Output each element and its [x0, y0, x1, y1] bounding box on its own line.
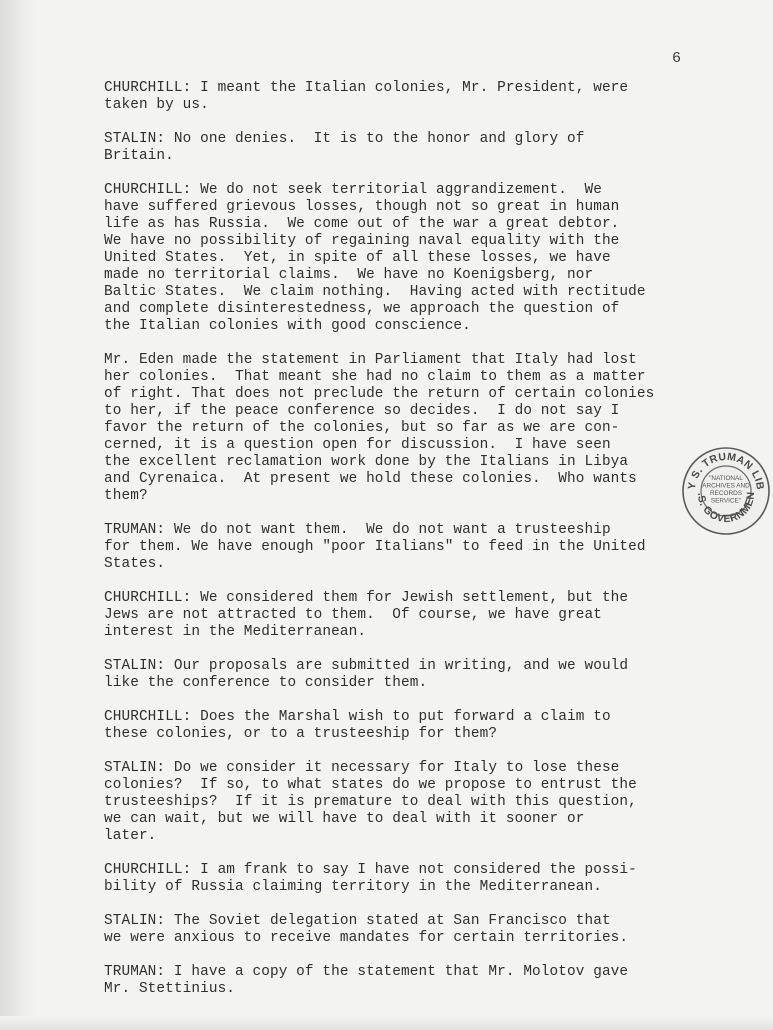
paragraph-p12 [104, 964, 714, 998]
text-line: made no territorial claims. We have no Koenigsberg, nor [104, 267, 594, 283]
page-number: 6 [672, 50, 682, 67]
stamp-inner-line: "NATIONAL [709, 475, 743, 482]
stamp-inner-line: ARCHIVES AND [702, 482, 750, 490]
text-line: STALIN: The Soviet delegation stated at San Francisco that [104, 913, 611, 929]
text-line: Mr. Eden made the statement in Parliament that Italy had lost [104, 352, 637, 368]
paragraph-p11 [104, 913, 714, 947]
paragraph-p5 [104, 522, 714, 573]
text-line: Baltic States. We claim nothing. Having acted with rectitude [104, 284, 646, 300]
text-line: them? [104, 488, 148, 504]
text-line: and Cyrenaica. At present we hold these colonies. Who wants [104, 471, 637, 487]
text-line: interest in the Mediterranean. [104, 624, 367, 640]
text-line: United States. Yet, in spite of all these losses, we have [104, 250, 611, 266]
text-line: have suffered grievous losses, though not so great in human [104, 199, 620, 215]
text-line: Mr. Stettinius. [104, 981, 236, 997]
text-line: her colonies. That meant she had no claim to them as a matter [104, 369, 646, 385]
text-line: STALIN: No one denies. It is to the honor and glory of [104, 131, 585, 147]
paragraph-p2 [104, 131, 714, 165]
paragraph-p9 [104, 760, 714, 845]
text-line: STALIN: Do we consider it necessary for Italy to lose these [104, 760, 620, 776]
text-line: colonies? If so, to what states do we propose to entrust the [104, 777, 637, 793]
stamp-ring-bottom-text: .S. GOVERNMEN [694, 491, 758, 526]
page-bottom-edge-shadow [0, 1016, 773, 1030]
text-line: bility of Russia claiming territory in the Mediterranean. [104, 879, 602, 895]
text-line: the Italian colonies with good conscience. [104, 318, 471, 334]
text-line: we can wait, but we will have to deal with it sooner or [104, 811, 585, 827]
archive-stamp-icon [681, 446, 771, 536]
text-line: States. [104, 556, 166, 572]
transcript-body [104, 80, 714, 1015]
stamp-inner-line: RECORDS [710, 490, 742, 497]
text-line: for them. We have enough "poor Italians" to feed in the United [104, 539, 646, 555]
text-line: to her, if the peace conference so decides. I do not say I [104, 403, 620, 419]
text-line: cerned, it is a question open for discussion. I have seen [104, 437, 611, 453]
text-line: TRUMAN: I have a copy of the statement that Mr. Molotov gave [104, 964, 629, 980]
text-line: We have no possibility of regaining naval equality with the [104, 233, 620, 249]
text-line: later. [104, 828, 157, 844]
text-line: CHURCHILL: I meant the Italian colonies, Mr. President, were [104, 80, 629, 96]
text-line: CHURCHILL: I am frank to say I have not considered the possi- [104, 862, 637, 878]
text-line: Britain. [104, 148, 174, 164]
paragraph-p6 [104, 590, 714, 641]
paragraph-p4 [104, 352, 714, 505]
text-line: life as has Russia. We come out of the war a great debtor. [104, 216, 620, 232]
text-line: CHURCHILL: Does the Marshal wish to put forward a claim to [104, 709, 611, 725]
text-line: CHURCHILL: We do not seek territorial aggrandizement. We [104, 182, 602, 198]
stamp-inner-line: SERVICE" [710, 497, 742, 505]
text-line: trusteeships? If it is premature to deal with this question, [104, 794, 637, 810]
stamp-ring-text: Y S. TRUMAN LIB [685, 450, 767, 491]
text-line: like the conference to consider them. [104, 675, 428, 691]
page-left-edge-shadow [0, 0, 36, 1030]
paragraph-p10 [104, 862, 714, 896]
text-line: Jews are not attracted to them. Of course, we have great [104, 607, 602, 623]
paragraph-p7 [104, 658, 714, 692]
text-line: we were anxious to receive mandates for certain territories. [104, 930, 629, 946]
text-line: CHURCHILL: We considered them for Jewish settlement, but the [104, 590, 629, 606]
text-line: TRUMAN: We do not want them. We do not want a trusteeship [104, 522, 611, 538]
text-line: and complete disinterestedness, we approach the question of [104, 301, 620, 317]
text-line: of right. That does not preclude the return of certain colonies [104, 386, 655, 402]
paragraph-p1 [104, 80, 714, 114]
text-line: these colonies, or to a trusteeship for them? [104, 726, 498, 742]
paragraph-p8 [104, 709, 714, 743]
text-line: favor the return of the colonies, but so far as we are con- [104, 420, 620, 436]
paragraph-p3 [104, 182, 714, 335]
text-line: STALIN: Our proposals are submitted in writing, and we would [104, 658, 629, 674]
text-line: the excellent reclamation work done by the Italians in Libya [104, 454, 629, 470]
text-line: taken by us. [104, 97, 209, 113]
